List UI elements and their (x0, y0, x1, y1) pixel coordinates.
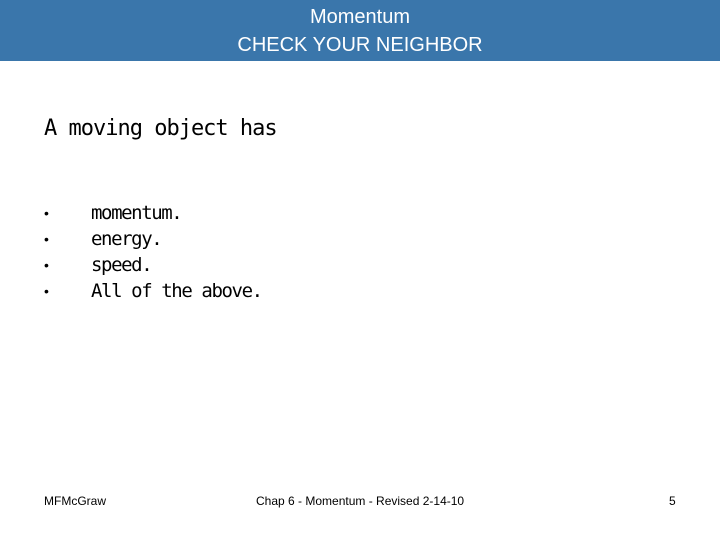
bullet-icon: • (44, 283, 49, 299)
answer-option-text: momentum. (91, 202, 182, 224)
question-text: A moving object has (44, 116, 277, 141)
bullet-icon: • (44, 257, 49, 273)
page-number: 5 (669, 494, 676, 508)
slide-header (0, 0, 720, 61)
slide-subtitle: CHECK YOUR NEIGHBOR (237, 34, 483, 56)
slide-title: Momentum (309, 6, 411, 28)
footer-author: MFMcGraw (44, 494, 106, 508)
footer-chapter: Chap 6 - Momentum - Revised 2-14-10 (256, 494, 465, 508)
answer-option-text: energy. (91, 228, 162, 250)
answer-option-text: All of the above. (91, 280, 262, 302)
bullet-icon: • (44, 205, 49, 221)
bullet-icon: • (44, 231, 49, 247)
answer-option-text: speed. (91, 254, 152, 276)
